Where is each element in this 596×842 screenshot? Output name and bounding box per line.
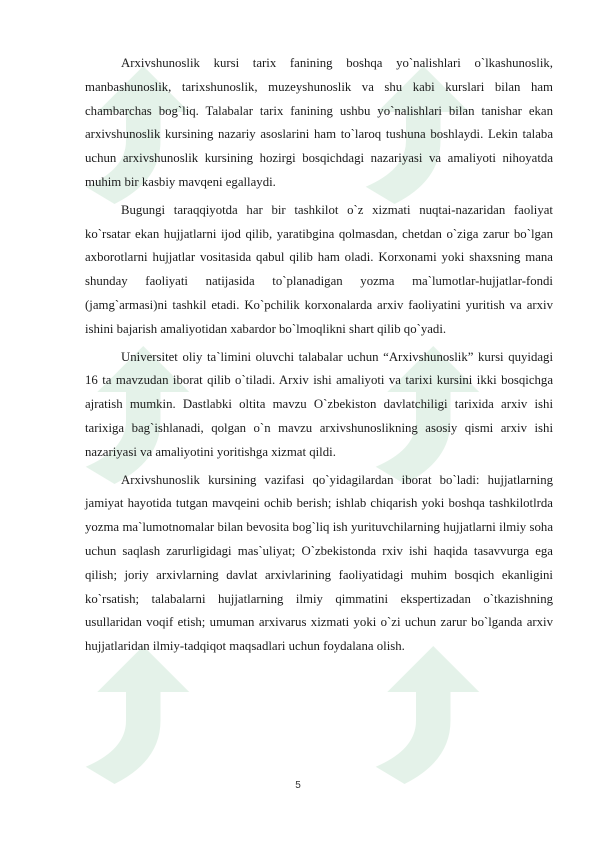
body-text — [85, 52, 553, 663]
page-number: 5 — [295, 780, 301, 791]
paragraph-3: Universitet oliy ta`limini oluvchi talabalar uchun “Arxivshunoslik” kursi quyidagi 16 ta mavzudan iborat qilib o`tiladi. Arxiv ishi amaliyoti va tarixi kursini ikki bosqichga ajratish mumkin. Dastlabki oltita mavzu O`zbekiston davlatchiligi tarixida arxiv ishi tarixiga bag`ishlanadi, qolgan o`n mavzu arxivshunoslikning asosiy qismi arxiv ishi nazariyasi va amaliyotini yoritishga xizmat qildi. — [85, 349, 553, 459]
paragraph-4: Arxivshunoslik kursining vazifasi qo`yidagilardan iborat bo`ladi: hujjatlarning jamiyat hayotida tutgan mavqeini ochib berish; ishlab chiqarish yoki boshqa tashkilotlrda yozma ma`lumotnomalar bilan bevosita bog`liq ish yurituvchilarning hujjatlarni ilmiy soha uchun saqlash zarurligidagi mas`uliyat; O`zbekistonda rxiv ishi haqida tasavvurga ega qilish; joriy arxivlarning davlat arxivlarining faoliyatidagi muhim bosqich ekanligini ko`rsatish; talabalarni hujjatlarning ilmiy qimmatini ekspertizadan o`tkazishning usullaridan voqif etish; umuman arxivarus xizmati yoki o`zi uchun zarur bo`lganda arxiv hujjatlaridan ilmiy-tadqiqot maqsadlari uchun foydalana olish. — [85, 472, 553, 654]
paragraph-2: Bugungi taraqqiyotda har bir tashkilot o`z xizmati nuqtai-nazaridan faoliyat ko`rsatar ekan hujjatlarni ijod qilib, yaratibgina qolmasdan, chetdan o`ziga zarur bo`lgan axborotlarni hujjatlar vositasida qabul qilib ham oladi. Korxonami yoki shaxsning mana shunday faoliyati natijasida to`planadigan yozma ma`lumotlar-hujjatlar-fondi (jamg`armasi)ni tashkil etadi. Ko`pchilik korxonalarda arxiv faoliyatini yuritish va arxiv ishini bajarish amaliyotidan xabardor bo`lmoqlikni shart qilib qo`yadi. — [85, 202, 553, 336]
paragraph-1: Arxivshunoslik kursi tarix fanining boshqa yo`nalishlari o`lkashunoslik, manbashunoslik, tarixshunoslik, muzeyshunoslik va shu kabi kurslari bilan ham chambarchas bog`liq. Talabalar tarix fanining ushbu yo`nalishlari bilan tanishar ekan arxivshunoslik kursining nazariy asoslarini ham to`laroq tushuna boshlaydi. Lekin talaba uchun arxivshunoslik kursining hozirgi bosqichdagi nazariyasi va amaliyoti nihoyatda muhim bir kasbiy mavqeni egallaydi. — [85, 56, 553, 189]
